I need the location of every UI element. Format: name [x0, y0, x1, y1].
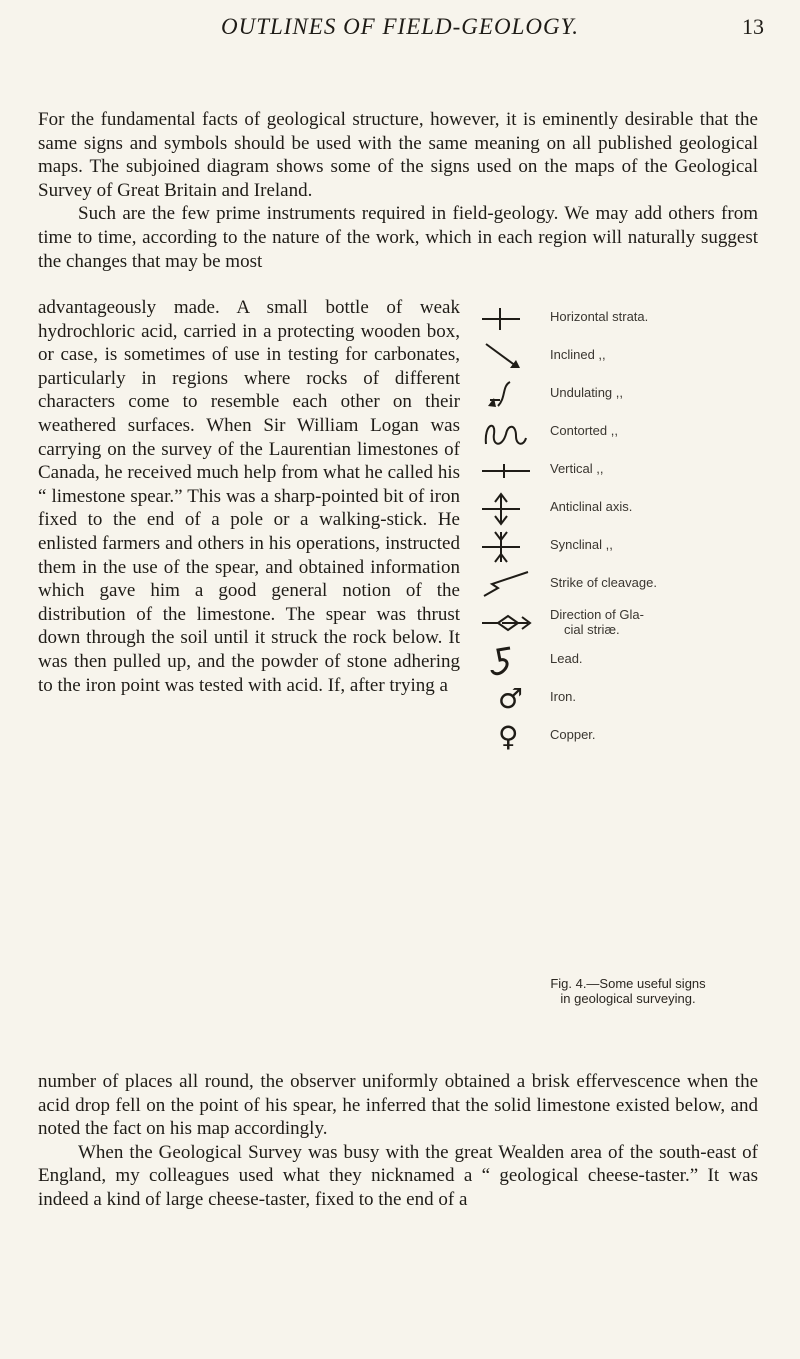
legend-label: Horizontal strata.: [550, 309, 649, 324]
figure-caption: [478, 976, 778, 1006]
legend-label: Vertical ,,: [550, 461, 604, 476]
horizontal-strata-icon: [480, 300, 540, 338]
legend-row: [480, 566, 780, 604]
caption-line: in geological surveying.: [560, 991, 696, 1006]
iron-glyph: ♂: [498, 682, 524, 715]
legend-row: [480, 414, 780, 452]
iron-icon: [480, 680, 540, 718]
caption-line: Fig. 4.—Some useful signs: [550, 976, 706, 991]
legend-row: [480, 642, 780, 680]
legend-row: [480, 680, 780, 718]
legend-label-line: Direction of Gla-: [550, 607, 644, 622]
copper-glyph: ♀: [498, 720, 519, 753]
vertical-strata-icon: [480, 452, 540, 490]
contorted-strata-icon: [480, 414, 540, 452]
inclined-strata-icon: [480, 338, 540, 376]
legend-label-line: cial striæ.: [564, 622, 620, 637]
legend-label: Strike of cleavage.: [550, 575, 657, 590]
legend-label: Copper.: [550, 727, 596, 742]
page-number: 13: [742, 14, 764, 39]
legend-label: Inclined ,,: [550, 347, 606, 362]
legend-label: Synclinal ,,: [550, 537, 613, 552]
legend-label: Iron.: [550, 689, 577, 704]
legend-row: [480, 528, 780, 566]
legend-row: [480, 490, 780, 528]
page-header: [0, 14, 800, 54]
figure-legend: [480, 300, 780, 756]
legend-row: [480, 452, 780, 490]
legend-row: [480, 338, 780, 376]
legend-label: [550, 607, 644, 637]
body-text-wrapped: [38, 296, 460, 697]
paragraph-field-instruments: Such are the few prime instruments required in field-geology. We may add others from time to time, according to the nature of the work, which in each region will naturally suggest the changes that may be most: [38, 203, 758, 272]
running-head: OUTLINES OF FIELD-GEOLOGY.: [220, 14, 580, 39]
undulating-strata-icon: [480, 376, 540, 414]
body-text-top: [38, 108, 758, 273]
legend-label: Undulating ,,: [550, 385, 623, 400]
anticlinal-axis-icon: [480, 490, 540, 528]
legend-row: [480, 376, 780, 414]
legend-label: Lead.: [550, 651, 583, 666]
paragraph-cheese-taster: When the Geological Survey was busy with the great Wealden area of the south-east of England, my colleagues used what they nicknamed a “ geological cheese-taster.” It was indeed a kind of large cheese-taster, fixed to the end of a: [38, 1141, 758, 1210]
legend-row: [480, 604, 780, 642]
glacial-striae-icon: [480, 604, 540, 642]
paragraph-limestone-spear: advantageously made. A small bottle of weak hydrochloric acid, carried in a protecting wooden box, or case, is sometimes of use in testing for carbonates, particularly in regions where rocks of different characters come to resemble each other on their weathered surfaces. When Sir William Logan was carrying on the survey of the Laurentian limestones of Canada, he received much help from what he called his “ limestone spear.” This was a sharp-pointed bit of iron fixed to the end of a pole or a walking-stick. He enlisted farmers and others in his operations, instructed them in the use of the spear, and obtained information which gave him a good general notion of the distribution of the limestone. The spear was thrust down through the soil until it struck the rock below. It was then pulled up, and the powder of stone adhering to the iron point was tested with acid. If, after trying a: [38, 297, 460, 696]
paragraph-continuation: number of places all round, the observer uniformly obtained a brisk effervescence when the acid drop fell on the point of his spear, he inferred that the solid limestone existed below, and noted the fact on his map accordingly.: [38, 1071, 758, 1140]
legend-label: Contorted ,,: [550, 423, 618, 438]
copper-icon: [480, 718, 540, 756]
synclinal-axis-icon: [480, 528, 540, 566]
legend-row: [480, 718, 780, 756]
legend-label: Anticlinal axis.: [550, 499, 633, 514]
legend-row: [480, 300, 780, 338]
lead-icon: [480, 642, 540, 680]
strike-of-cleavage-icon: [480, 566, 540, 604]
paragraph-signs-symbols: For the fundamental facts of geological structure, however, it is eminently desirable that the same signs and symbols should be used with the same meaning on all published geological maps. The subjoined diagram shows some of the signs used on the maps of the Geological Survey of Great Britain and Ireland.: [38, 109, 758, 201]
body-text-bottom: [38, 1070, 758, 1212]
